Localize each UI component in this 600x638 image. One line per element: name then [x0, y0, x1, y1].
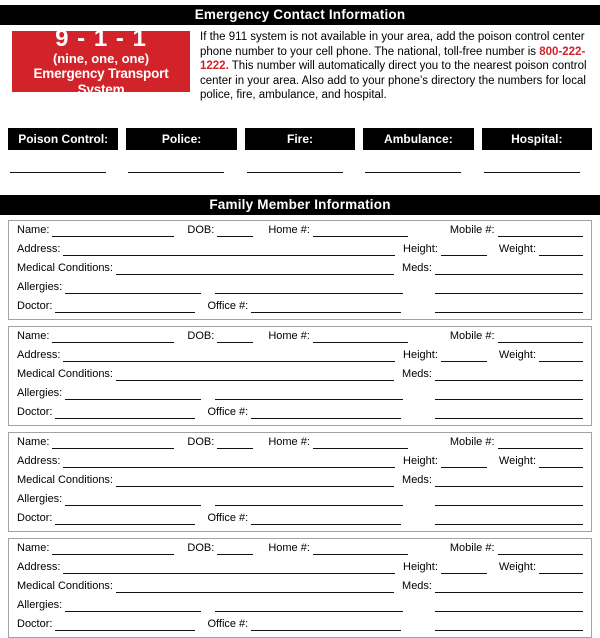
meds-label: Meds:	[402, 580, 432, 593]
member-row-allergies	[17, 281, 583, 300]
intro-text-before: If the 911 system is not available in your area, add the poison control center phone number to your cell phone. The national, toll-free number is	[200, 31, 585, 58]
contact-label-poison-control: Poison Control:	[8, 128, 118, 150]
mobile-number-label: Mobile #:	[449, 436, 495, 449]
member-row-medical	[17, 474, 583, 493]
meds-extra-line-1[interactable]	[435, 493, 583, 506]
home-number-line[interactable]	[313, 436, 408, 449]
name-line[interactable]	[52, 436, 174, 449]
contact-label-police: Police:	[126, 128, 236, 150]
member-row-address	[17, 349, 583, 368]
address-line[interactable]	[63, 561, 395, 574]
member-row-address	[17, 243, 583, 262]
home-number-line[interactable]	[313, 542, 408, 555]
doctor-line[interactable]	[55, 406, 195, 419]
hospital-line[interactable]	[484, 160, 580, 173]
member-block	[8, 326, 592, 426]
member-row-name	[17, 542, 583, 561]
member-row-medical	[17, 580, 583, 599]
page	[0, 5, 600, 631]
mobile-number-line[interactable]	[498, 436, 583, 449]
meds-label: Meds:	[402, 474, 432, 487]
doctor-label: Doctor:	[17, 512, 53, 525]
doctor-line[interactable]	[55, 618, 195, 631]
member-row-address	[17, 455, 583, 474]
contact-lines-row	[8, 156, 592, 174]
top-section	[12, 24, 592, 114]
mobile-number-line[interactable]	[498, 542, 583, 555]
allergies-line[interactable]	[65, 599, 201, 612]
dob-label: DOB:	[187, 224, 215, 237]
address-line[interactable]	[63, 349, 395, 362]
poison-control-line[interactable]	[10, 160, 106, 173]
member-row-doctor	[17, 618, 583, 637]
meds-extra-line-2[interactable]	[435, 300, 583, 313]
height-line[interactable]	[441, 349, 487, 362]
office-number-label: Office #:	[207, 300, 249, 313]
office-number-line[interactable]	[251, 300, 401, 313]
weight-line[interactable]	[539, 455, 583, 468]
member-row-allergies	[17, 387, 583, 406]
medical-conditions-line[interactable]	[116, 474, 394, 487]
member-row-medical	[17, 368, 583, 387]
member-row-address	[17, 561, 583, 580]
meds-line[interactable]	[435, 368, 583, 381]
name-line[interactable]	[52, 224, 174, 237]
member-blocks	[8, 220, 592, 638]
fire-line[interactable]	[247, 160, 343, 173]
member-row-allergies	[17, 599, 583, 618]
allergies-label: Allergies:	[17, 599, 63, 612]
ambulance-line[interactable]	[365, 160, 461, 173]
member-row-allergies	[17, 493, 583, 512]
doctor-line[interactable]	[55, 300, 195, 313]
member-row-name	[17, 224, 583, 243]
dob-line[interactable]	[217, 224, 253, 237]
emergency-number-words: (nine, one, one)	[52, 50, 150, 66]
contact-label-hospital: Hospital:	[482, 128, 592, 150]
family-header-bar: Family Member Information	[0, 195, 600, 215]
mobile-number-line[interactable]	[498, 224, 583, 237]
meds-line[interactable]	[435, 580, 583, 593]
meds-extra-line-1[interactable]	[435, 599, 583, 612]
meds-extra-line-2[interactable]	[435, 618, 583, 631]
mobile-number-label: Mobile #:	[449, 542, 495, 555]
address-label: Address:	[17, 561, 61, 574]
member-row-name	[17, 436, 583, 455]
meds-label: Meds:	[402, 368, 432, 381]
address-label: Address:	[17, 455, 61, 468]
meds-extra-line-1[interactable]	[435, 281, 583, 294]
allergies-label: Allergies:	[17, 493, 63, 506]
mobile-number-label: Mobile #:	[449, 224, 495, 237]
mobile-number-line[interactable]	[498, 330, 583, 343]
office-number-line[interactable]	[251, 512, 401, 525]
allergies-extra-line[interactable]	[215, 493, 403, 506]
dob-line[interactable]	[217, 330, 253, 343]
medical-conditions-label: Medical Conditions:	[17, 368, 113, 381]
medical-conditions-label: Medical Conditions:	[17, 580, 113, 593]
meds-label: Meds:	[402, 262, 432, 275]
home-number-label: Home #:	[268, 542, 310, 555]
member-row-medical	[17, 262, 583, 281]
height-line[interactable]	[441, 243, 487, 256]
weight-label: Weight:	[498, 561, 536, 574]
dob-label: DOB:	[187, 436, 215, 449]
member-block	[8, 432, 592, 532]
meds-extra-line-2[interactable]	[435, 512, 583, 525]
emergency-911-box	[12, 24, 190, 97]
office-number-label: Office #:	[207, 618, 249, 631]
name-line[interactable]	[52, 542, 174, 555]
emergency-number: 9 - 1 - 1	[55, 24, 147, 52]
contact-label-ambulance: Ambulance:	[363, 128, 473, 150]
meds-line[interactable]	[435, 262, 583, 275]
height-line[interactable]	[441, 455, 487, 468]
meds-extra-line-1[interactable]	[435, 387, 583, 400]
home-number-line[interactable]	[313, 330, 408, 343]
doctor-label: Doctor:	[17, 406, 53, 419]
dob-line[interactable]	[217, 542, 253, 555]
allergies-extra-line[interactable]	[215, 387, 403, 400]
mobile-number-label: Mobile #:	[449, 330, 495, 343]
doctor-line[interactable]	[55, 512, 195, 525]
weight-label: Weight:	[498, 243, 536, 256]
dob-line[interactable]	[217, 436, 253, 449]
allergies-label: Allergies:	[17, 387, 63, 400]
address-line[interactable]	[63, 243, 395, 256]
office-number-label: Office #:	[207, 406, 249, 419]
home-number-label: Home #:	[268, 330, 310, 343]
member-row-name	[17, 330, 583, 349]
poison-control-number: 800-222-1222.	[200, 45, 586, 73]
home-number-line[interactable]	[313, 224, 408, 237]
contact-label-fire: Fire:	[245, 128, 355, 150]
height-label: Height:	[403, 455, 438, 468]
weight-line[interactable]	[539, 561, 583, 574]
address-line[interactable]	[63, 455, 395, 468]
office-number-label: Office #:	[207, 512, 249, 525]
intro-text	[200, 30, 592, 103]
weight-line[interactable]	[539, 349, 583, 362]
name-label: Name:	[17, 436, 50, 449]
doctor-label: Doctor:	[17, 300, 53, 313]
weight-label: Weight:	[498, 349, 536, 362]
allergies-label: Allergies:	[17, 281, 63, 294]
intro-text-after: This number will automatically direct you to the nearest poison control center in your area. Also add to your phone’s directory the numbers for local police, fire, ambulance, and hospital.	[200, 60, 587, 102]
member-row-doctor	[17, 406, 583, 425]
police-line[interactable]	[128, 160, 224, 173]
member-block	[8, 220, 592, 320]
emergency-header-bar: Emergency Contact Information	[0, 5, 600, 25]
allergies-line[interactable]	[65, 281, 201, 294]
medical-conditions-line[interactable]	[116, 580, 394, 593]
home-number-label: Home #:	[268, 224, 310, 237]
weight-line[interactable]	[539, 243, 583, 256]
height-label: Height:	[403, 243, 438, 256]
meds-line[interactable]	[435, 474, 583, 487]
home-number-label: Home #:	[268, 436, 310, 449]
height-label: Height:	[403, 349, 438, 362]
allergies-line[interactable]	[65, 493, 201, 506]
doctor-label: Doctor:	[17, 618, 53, 631]
medical-conditions-line[interactable]	[116, 368, 394, 381]
medical-conditions-line[interactable]	[116, 262, 394, 275]
address-label: Address:	[17, 243, 61, 256]
height-label: Height:	[403, 561, 438, 574]
allergies-extra-line[interactable]	[215, 281, 403, 294]
name-label: Name:	[17, 330, 50, 343]
name-label: Name:	[17, 542, 50, 555]
member-row-doctor	[17, 300, 583, 319]
medical-conditions-label: Medical Conditions:	[17, 262, 113, 275]
weight-label: Weight:	[498, 455, 536, 468]
member-block	[8, 538, 592, 638]
medical-conditions-label: Medical Conditions:	[17, 474, 113, 487]
dob-label: DOB:	[187, 542, 215, 555]
height-line[interactable]	[441, 561, 487, 574]
name-line[interactable]	[52, 330, 174, 343]
allergies-line[interactable]	[65, 387, 201, 400]
emergency-system-label: Emergency Transport System	[33, 65, 169, 97]
allergies-extra-line[interactable]	[215, 599, 403, 612]
office-number-line[interactable]	[251, 618, 401, 631]
meds-extra-line-2[interactable]	[435, 406, 583, 419]
dob-label: DOB:	[187, 330, 215, 343]
contact-labels-row	[8, 128, 592, 150]
office-number-line[interactable]	[251, 406, 401, 419]
member-row-doctor	[17, 512, 583, 531]
address-label: Address:	[17, 349, 61, 362]
name-label: Name:	[17, 224, 50, 237]
